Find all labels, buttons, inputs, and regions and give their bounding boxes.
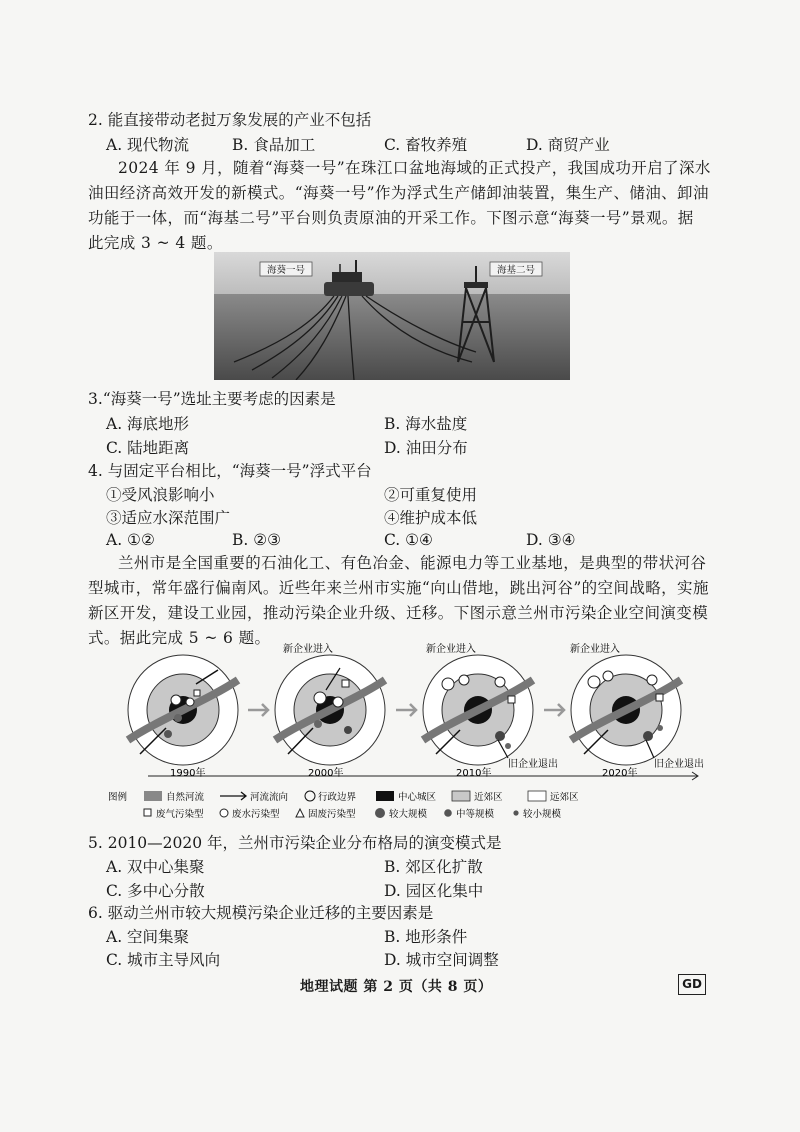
legend-flow-arrow-icon — [220, 792, 246, 800]
legend-near: 近郊区 — [474, 792, 503, 803]
intro34-line4: 此完成 3 ~ 4 题。 — [88, 234, 223, 252]
q3-option-a: A. 海底地形 — [106, 415, 190, 433]
diagram-1990 — [128, 655, 238, 765]
legend-title: 图例 — [108, 792, 128, 803]
intro34-line1: 2024 年 9 月，随着“海葵一号”在珠江口盆地海域的正式投产，我国成功开启了深水 — [118, 159, 711, 177]
q4-statement-1: ①受风浪影响小 — [106, 486, 215, 504]
legend-swatch-far — [528, 791, 546, 801]
arrow-1 — [248, 704, 268, 716]
legend-solid: 固废污染型 — [308, 809, 356, 820]
q6-option-a: A. 空间集聚 — [106, 928, 190, 946]
arrow-3 — [544, 704, 564, 716]
new-enterprise-label-2: 新企业进入 — [426, 644, 476, 655]
diagram-2000 — [275, 655, 385, 765]
legend-water: 废水污染型 — [232, 809, 280, 820]
arrow-2 — [396, 704, 416, 716]
q2-option-c: C. 畜牧养殖 — [384, 136, 468, 154]
legend-medium-icon — [444, 809, 452, 817]
gd-badge: GD — [678, 974, 706, 995]
q2-option-b: B. 食品加工 — [232, 136, 316, 154]
intro56-line3: 新区开发，建设工业园，推动污染企业升级、迁移。下图示意兰州市污染企业空间演变模 — [88, 604, 709, 622]
q4-option-a: A. ①② — [106, 531, 155, 549]
intro34-line3: 功能于一体，而“海基二号”平台则负责原油的开采工作。下图示意“海葵一号”景观。据 — [88, 209, 694, 227]
q5-option-c: C. 多中心分散 — [106, 882, 205, 900]
year-2000: 2000年 — [308, 768, 344, 779]
legend-swatch-river — [144, 791, 162, 801]
old-exit-label-1: 旧企业退出 — [508, 759, 558, 770]
q3-stem: 3.“海葵一号”选址主要考虑的因素是 — [88, 390, 336, 408]
legend-gas: 废气污染型 — [156, 809, 204, 820]
q6-stem: 6. 驱动兰州市较大规模污染企业迁移的主要因素是 — [88, 904, 434, 922]
legend-solid-icon — [296, 809, 304, 817]
legend-small: 较小规模 — [523, 809, 562, 820]
label-haiji: 海基二号 — [496, 265, 536, 276]
q4-statement-4: ④维护成本低 — [384, 509, 478, 527]
legend-gas-icon — [144, 809, 151, 816]
q6-option-d: D. 城市空间调整 — [384, 951, 499, 969]
new-enterprise-label-3: 新企业进入 — [570, 644, 620, 655]
q3-option-d: D. 油田分布 — [384, 439, 468, 457]
year-1990: 1990年 — [170, 768, 206, 779]
label-haikui: 海葵一号 — [266, 265, 306, 276]
old-exit-label-2: 旧企业退出 — [654, 759, 704, 770]
legend-flow: 河流流向 — [250, 792, 289, 803]
q3-option-b: B. 海水盐度 — [384, 415, 468, 433]
legend-boundary: 行政边界 — [318, 792, 357, 803]
intro56-line1: 兰州市是全国重要的石油化工、有色冶金、能源电力等工业基地，是典型的带状河谷 — [118, 554, 707, 572]
intro34-line2: 油田经济高效开发的新模式。“海葵一号”作为浮式生产储卸油装置，集生产、储油、卸油 — [88, 184, 709, 202]
legend-swatch-center — [376, 791, 394, 801]
q5-option-b: B. 郊区化扩散 — [384, 858, 483, 876]
q6-option-b: B. 地形条件 — [384, 928, 468, 946]
q6-option-c: C. 城市主导风向 — [106, 951, 221, 969]
figure-haikui-scene — [214, 252, 570, 380]
intro56-line2: 型城市，常年盛行偏南风。近些年来兰州市实施“向山借地，跳出河谷”的空间战略，实施 — [88, 579, 709, 597]
diagram-2010 — [423, 655, 533, 765]
legend-center: 中心城区 — [398, 792, 437, 803]
legend-swatch-near — [452, 791, 470, 801]
legend-water-icon — [220, 809, 228, 817]
legend-boundary-icon — [305, 791, 315, 801]
year-2010: 2010年 — [456, 768, 492, 779]
q4-option-d: D. ③④ — [526, 531, 576, 549]
legend-medium: 中等规模 — [456, 809, 495, 820]
q5-stem: 5. 2010—2020 年，兰州市污染企业分布格局的演变模式是 — [88, 834, 502, 852]
year-2020: 2020年 — [602, 768, 638, 779]
legend-small-icon — [513, 810, 518, 815]
q4-statement-3: ③适应水深范围广 — [106, 509, 231, 527]
q4-statement-2: ②可重复使用 — [384, 486, 478, 504]
legend-large: 较大规模 — [389, 809, 428, 820]
intro56-line4: 式。据此完成 5 ~ 6 题。 — [88, 629, 271, 647]
q4-stem: 4. 与固定平台相比，“海葵一号”浮式平台 — [88, 462, 372, 480]
legend-far: 远郊区 — [550, 792, 579, 803]
page-footer: 地理试题 第 2 页（共 8 页） — [300, 979, 493, 995]
legend-large-icon — [375, 808, 385, 818]
new-enterprise-label-1: 新企业进入 — [283, 644, 333, 655]
q2-option-a: A. 现代物流 — [106, 136, 190, 154]
q4-option-b: B. ②③ — [232, 531, 282, 549]
figure-lanzhou-evolution — [108, 640, 708, 822]
legend-river: 自然河流 — [166, 792, 205, 803]
q5-option-a: A. 双中心集聚 — [106, 858, 205, 876]
q2-stem: 2. 能直接带动老挝万象发展的产业不包括 — [88, 111, 372, 129]
q4-option-c: C. ①④ — [384, 531, 433, 549]
q5-option-d: D. 园区化集中 — [384, 882, 484, 900]
q2-option-d: D. 商贸产业 — [526, 136, 610, 154]
diagram-2020 — [571, 655, 681, 765]
q3-option-c: C. 陆地距离 — [106, 439, 190, 457]
